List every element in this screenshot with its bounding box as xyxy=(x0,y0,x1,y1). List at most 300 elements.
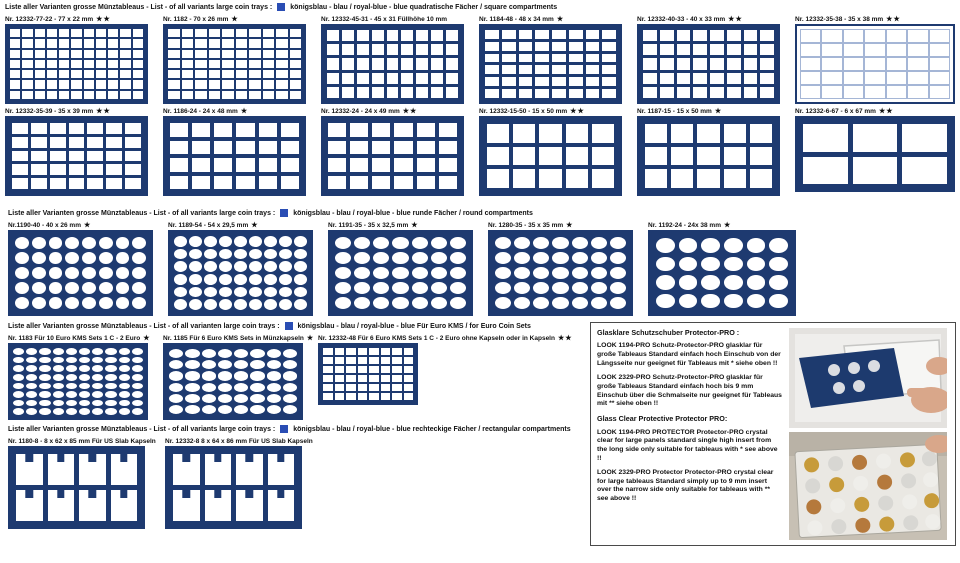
tray-compartment xyxy=(660,87,674,98)
royal-blue-color-swatch xyxy=(285,322,293,330)
tray-compartment xyxy=(169,394,183,403)
tray-compartment xyxy=(535,42,549,51)
tray-compartment xyxy=(643,58,657,69)
tray-product xyxy=(321,107,464,196)
tray-compartment xyxy=(327,58,339,69)
tray-row xyxy=(8,437,586,529)
tray-compartment xyxy=(214,123,232,137)
tray-compartment xyxy=(697,169,719,188)
tray-compartment xyxy=(660,44,674,55)
royal-blue-color-swatch xyxy=(277,3,285,11)
protector-star-marker: ★ xyxy=(240,108,249,115)
tray-compartment xyxy=(59,60,69,68)
tray-compartment xyxy=(202,360,216,369)
tray-compartment xyxy=(132,357,143,364)
tray-compartment xyxy=(92,400,103,407)
tray-product-label: Nr. 12332-77-22 - 77 x 22 mm ★★ xyxy=(5,16,111,23)
tray-compartment xyxy=(552,54,566,63)
section-header xyxy=(8,208,953,218)
tray-compartment xyxy=(283,405,297,414)
tray-compartment xyxy=(222,80,234,88)
tray-compartment xyxy=(372,141,390,155)
tray-compartment xyxy=(346,357,356,364)
tray-compartment xyxy=(294,236,307,247)
tray-compartment xyxy=(120,70,130,78)
tray-product xyxy=(321,15,464,104)
tray-compartment xyxy=(65,237,79,249)
tray-compartment xyxy=(412,282,428,294)
tray-compartment xyxy=(132,252,146,264)
tray-compartment xyxy=(328,158,346,172)
tray-compartment xyxy=(82,282,96,294)
tray-compartment xyxy=(552,267,568,279)
tray-compartment xyxy=(417,176,435,190)
tray-compartment xyxy=(502,77,516,86)
tray-compartment xyxy=(592,147,614,166)
tray-compartment xyxy=(174,249,187,260)
tray-compartment xyxy=(202,405,216,414)
tray-compartment xyxy=(22,29,32,37)
tray-compartment xyxy=(84,70,94,78)
tray-compartment xyxy=(168,80,180,88)
tray-compartment xyxy=(214,141,232,155)
tray-compartment xyxy=(182,80,194,88)
tray-compartment xyxy=(173,454,200,485)
tray-compartment xyxy=(50,178,66,189)
tray-compartment xyxy=(929,57,950,71)
tray-compartment xyxy=(412,237,428,249)
tray-compartment xyxy=(533,252,549,264)
tray-compartment xyxy=(79,383,90,390)
tray-compartment xyxy=(87,151,103,162)
tray-compartment xyxy=(431,282,447,294)
tray-compartment xyxy=(290,50,302,58)
tray-compartment xyxy=(53,400,64,407)
tray-compartment xyxy=(119,400,130,407)
tray-compartment xyxy=(886,57,907,71)
tray-compartment xyxy=(120,50,130,58)
tray-compartment xyxy=(679,294,698,309)
tray-compartment xyxy=(416,73,428,84)
tray-compartment xyxy=(219,236,232,247)
tray-compartment xyxy=(327,30,339,41)
tray-compartment xyxy=(10,91,20,99)
tray-compartment xyxy=(249,261,262,272)
tray-compartment xyxy=(843,57,864,71)
tray-compartment xyxy=(49,297,63,309)
tray-compartment xyxy=(26,408,37,415)
tray-compartment xyxy=(209,91,221,99)
tray-compartment xyxy=(214,176,232,190)
tray-compartment xyxy=(13,400,24,407)
coin-tray-graphic xyxy=(637,24,780,104)
tray-compartment xyxy=(92,391,103,398)
tray-compartment xyxy=(693,58,707,69)
tray-compartment xyxy=(132,374,143,381)
tray-compartment xyxy=(192,141,210,155)
tray-compartment xyxy=(26,400,37,407)
tray-compartment xyxy=(12,151,28,162)
tray-compartment xyxy=(204,287,217,298)
tray-compartment xyxy=(323,357,333,364)
tray-compartment xyxy=(35,39,45,47)
tray-compartment xyxy=(263,60,275,68)
tray-product xyxy=(163,334,315,420)
tray-compartment xyxy=(185,394,199,403)
tray-compartment xyxy=(679,257,698,272)
tray-compartment xyxy=(92,357,103,364)
tray-compartment xyxy=(13,383,24,390)
tray-compartment xyxy=(119,383,130,390)
royal-blue-color-swatch xyxy=(280,209,288,217)
tray-compartment xyxy=(569,54,583,63)
tray-row xyxy=(8,334,586,420)
tray-compartment xyxy=(31,164,47,175)
protector-star-marker: ★ xyxy=(556,16,565,23)
tray-compartment xyxy=(591,252,607,264)
section-title-de-en: Liste aller Varianten grosse Münztableaus - List - of all variants large coin trays : xyxy=(8,209,276,217)
tray-compartment xyxy=(404,384,414,391)
tray-compartment xyxy=(572,267,588,279)
tray-compartment xyxy=(821,85,842,99)
tray-compartment xyxy=(234,274,247,285)
tray-compartment xyxy=(49,282,63,294)
tray-compartment xyxy=(185,405,199,414)
tray-compartment xyxy=(219,261,232,272)
tray-compartment xyxy=(264,299,277,310)
tray-compartment xyxy=(22,80,32,88)
tray-compartment xyxy=(485,77,499,86)
tray-compartment xyxy=(760,73,774,84)
tray-compartment xyxy=(572,252,588,264)
tray-compartment xyxy=(290,29,302,37)
tray-compartment xyxy=(354,252,370,264)
tray-product xyxy=(165,437,313,529)
tray-compartment xyxy=(701,275,720,290)
protector-paragraph-en-2329 xyxy=(597,469,783,504)
tray-compartment xyxy=(250,383,264,392)
tray-compartment xyxy=(907,85,928,99)
tray-compartment xyxy=(234,371,248,380)
tray-compartment xyxy=(10,60,20,68)
tray-compartment xyxy=(26,383,37,390)
tray-compartment xyxy=(290,39,302,47)
tray-compartment xyxy=(502,65,516,74)
tray-compartment xyxy=(357,58,369,69)
tray-compartment xyxy=(132,365,143,372)
tray-compartment xyxy=(249,91,261,99)
tray-compartment xyxy=(373,237,389,249)
section-compartment-type: königsblau - blau / royal-blue - blue runde Fächer / round compartments xyxy=(293,209,533,217)
tray-compartment xyxy=(132,267,146,279)
tray-compartment xyxy=(236,176,254,190)
tray-compartment xyxy=(907,43,928,57)
tray-compartment xyxy=(514,252,530,264)
section-compartment-type: königsblau - blau / royal-blue - blue Für Euro KMS / for Euro Coin Sets xyxy=(297,322,531,330)
tray-product xyxy=(5,15,148,104)
tray-compartment xyxy=(267,349,281,358)
tray-compartment xyxy=(204,261,217,272)
protector-star-marker: ★★ xyxy=(570,108,585,115)
compartment-notch xyxy=(57,490,64,498)
compartment-notch xyxy=(214,490,221,498)
tray-compartment xyxy=(222,50,234,58)
tray-compartment xyxy=(31,178,47,189)
tray-row xyxy=(5,107,955,196)
tray-compartment xyxy=(96,39,106,47)
tray-compartment xyxy=(105,400,116,407)
tray-compartment xyxy=(259,123,277,137)
tray-compartment xyxy=(450,252,466,264)
tray-product-label: Nr. 1183 Für 10 Euro KMS Sets 1 C - 2 Euro ★ xyxy=(8,335,151,342)
tray-compartment xyxy=(586,65,600,74)
tray-compartment xyxy=(182,29,194,37)
tray-compartment xyxy=(39,374,50,381)
tray-compartment xyxy=(22,70,32,78)
tray-compartment xyxy=(392,375,402,382)
tray-compartment xyxy=(412,252,428,264)
tray-compartment xyxy=(16,454,43,485)
tray-compartment xyxy=(431,44,443,55)
tray-compartment xyxy=(50,164,66,175)
tray-compartment xyxy=(539,147,561,166)
tray-compartment xyxy=(495,237,511,249)
tray-compartment xyxy=(218,394,232,403)
tray-compartment xyxy=(22,60,32,68)
tray-compartment xyxy=(279,274,292,285)
tray-compartment xyxy=(12,123,28,134)
tray-compartment xyxy=(48,454,75,485)
tray-compartment xyxy=(645,147,667,166)
tray-compartment xyxy=(744,87,758,98)
tray-compartment xyxy=(760,87,774,98)
tray-product xyxy=(328,221,473,316)
tray-product xyxy=(8,334,151,420)
tray-compartment xyxy=(671,147,693,166)
tray-compartment xyxy=(417,123,435,137)
tray-compartment xyxy=(346,375,356,382)
paragraph-text: Protector-PRO crystal clear for large panels standard single high insert from the long side only suitable for tableaus with * see above !! xyxy=(597,428,778,462)
tray-compartment xyxy=(65,297,79,309)
tray-product-label: Nr. 1192-24 - 24x 38 mm ★ xyxy=(648,222,732,229)
tray-compartment xyxy=(259,176,277,190)
tray-compartment xyxy=(169,360,183,369)
tray-compartment xyxy=(392,237,408,249)
tray-compartment xyxy=(354,237,370,249)
tray-compartment xyxy=(552,65,566,74)
tray-compartment xyxy=(120,29,130,37)
compartment-notch xyxy=(120,454,127,462)
tray-compartment xyxy=(514,282,530,294)
section-title-de-en: Liste aller Varianten grosse Münztableaus - List - of all variants large coin trays : xyxy=(8,425,276,433)
tray-compartment xyxy=(412,267,428,279)
tray-compartment xyxy=(10,70,20,78)
tray-compartment xyxy=(59,80,69,88)
photo-protector-long-side-insert xyxy=(789,328,947,428)
product-code-2329-de: LOOK 2329-PRO xyxy=(597,373,651,381)
tray-compartment xyxy=(591,282,607,294)
tray-compartment xyxy=(416,30,428,41)
tray-compartment xyxy=(572,297,588,309)
tray-compartment xyxy=(250,405,264,414)
tray-compartment xyxy=(335,393,345,400)
tray-compartment xyxy=(358,348,368,355)
tray-compartment xyxy=(279,299,292,310)
tray-compartment xyxy=(586,30,600,39)
tray-product xyxy=(795,15,955,104)
tray-compartment xyxy=(267,405,281,414)
tray-compartment xyxy=(907,29,928,43)
tray-compartment xyxy=(372,158,390,172)
tray-compartment xyxy=(22,91,32,99)
tray-compartment xyxy=(35,80,45,88)
tray-compartment xyxy=(96,29,106,37)
tray-compartment xyxy=(263,39,275,47)
tray-compartment xyxy=(569,30,583,39)
tray-compartment xyxy=(79,348,90,355)
tray-compartment xyxy=(169,383,183,392)
tray-compartment xyxy=(394,176,412,190)
compartment-notch xyxy=(183,490,190,498)
tray-compartment xyxy=(350,123,368,137)
tray-compartment xyxy=(170,123,188,137)
tray-compartment xyxy=(192,123,210,137)
tray-compartment xyxy=(71,70,81,78)
tray-compartment xyxy=(173,490,200,521)
tray-compartment xyxy=(276,29,288,37)
tray-compartment xyxy=(710,73,724,84)
tray-compartment xyxy=(446,87,458,98)
tray-compartment xyxy=(276,91,288,99)
tray-compartment xyxy=(49,252,63,264)
section-header xyxy=(8,321,586,331)
coin-tray-graphic xyxy=(321,116,464,196)
tray-compartment xyxy=(602,30,616,39)
tray-compartment xyxy=(15,297,29,309)
tray-compartment xyxy=(84,91,94,99)
tray-compartment xyxy=(401,44,413,55)
tray-compartment xyxy=(168,70,180,78)
tray-compartment xyxy=(268,454,295,485)
tray-compartment xyxy=(485,65,499,74)
tray-compartment xyxy=(189,287,202,298)
tray-compartment xyxy=(294,249,307,260)
protector-star-marker: ★★ xyxy=(728,16,743,23)
tray-compartment xyxy=(519,42,533,51)
tray-compartment xyxy=(222,39,234,47)
protector-paragraph-de-1194 xyxy=(597,342,783,368)
compartment-notch xyxy=(26,490,33,498)
tray-compartment xyxy=(760,58,774,69)
tray-compartment xyxy=(335,348,345,355)
tray-product xyxy=(5,107,148,196)
coin-tray-graphic xyxy=(8,230,153,316)
tray-compartment xyxy=(439,123,457,137)
tray-compartment xyxy=(586,54,600,63)
tray-compartment xyxy=(69,137,85,148)
tray-product-label: Nr. 12332-24 - 24 x 49 mm ★★ xyxy=(321,108,418,115)
tray-compartment xyxy=(249,249,262,260)
tray-compartment xyxy=(610,282,626,294)
tray-compartment xyxy=(431,58,443,69)
tray-compartment xyxy=(346,393,356,400)
tray-compartment xyxy=(133,80,143,88)
tray-compartment xyxy=(417,158,435,172)
tray-compartment xyxy=(120,60,130,68)
tray-compartment xyxy=(929,85,950,99)
tray-product xyxy=(795,107,955,192)
tray-compartment xyxy=(189,299,202,310)
tray-compartment xyxy=(71,60,81,68)
tray-compartment xyxy=(12,178,28,189)
tray-compartment xyxy=(219,274,232,285)
tray-compartment xyxy=(69,178,85,189)
compartment-notch xyxy=(26,454,33,462)
tray-product xyxy=(637,15,780,104)
tray-compartment xyxy=(119,348,130,355)
tray-compartment xyxy=(236,454,263,485)
tray-compartment xyxy=(82,237,96,249)
tray-compartment xyxy=(645,124,667,143)
coin-tray-graphic xyxy=(479,116,622,196)
tray-compartment xyxy=(671,169,693,188)
tray-compartment xyxy=(431,297,447,309)
tray-compartment xyxy=(724,257,743,272)
tray-compartment xyxy=(168,91,180,99)
tray-compartment xyxy=(249,50,261,58)
tray-compartment xyxy=(39,391,50,398)
tray-product xyxy=(648,221,796,316)
tray-compartment xyxy=(328,141,346,155)
tray-compartment xyxy=(132,282,146,294)
tray-compartment xyxy=(290,91,302,99)
tray-compartment xyxy=(209,60,221,68)
tray-compartment xyxy=(533,297,549,309)
protector-star-marker: ★ xyxy=(714,108,723,115)
tray-compartment xyxy=(204,249,217,260)
tray-compartment xyxy=(747,294,766,309)
tray-compartment xyxy=(279,236,292,247)
tray-product-label: Nr. 1189-54 - 54 x 29,5 mm ★ xyxy=(168,222,259,229)
tray-compartment xyxy=(125,137,141,148)
tray-compartment xyxy=(335,297,351,309)
tray-compartment xyxy=(219,249,232,260)
tray-compartment xyxy=(710,30,724,41)
tray-compartment xyxy=(234,405,248,414)
tray-compartment xyxy=(381,375,391,382)
protector-photo-column xyxy=(789,328,949,540)
tray-compartment xyxy=(372,123,390,137)
tray-compartment xyxy=(335,375,345,382)
tray-compartment xyxy=(357,30,369,41)
coin-tray-graphic xyxy=(5,24,148,104)
tray-compartment xyxy=(66,383,77,390)
tray-compartment xyxy=(431,252,447,264)
tray-compartment xyxy=(59,39,69,47)
tray-compartment xyxy=(205,454,232,485)
tray-compartment xyxy=(821,71,842,85)
tray-compartment xyxy=(169,371,183,380)
tray-compartment xyxy=(189,236,202,247)
protector-star-marker: ★ xyxy=(143,335,151,342)
tray-compartment xyxy=(450,267,466,279)
coin-tray-graphic xyxy=(163,343,303,420)
tray-compartment xyxy=(189,249,202,260)
tray-compartment xyxy=(323,366,333,373)
tray-compartment xyxy=(586,42,600,51)
tray-compartment xyxy=(82,267,96,279)
tray-compartment xyxy=(234,236,247,247)
